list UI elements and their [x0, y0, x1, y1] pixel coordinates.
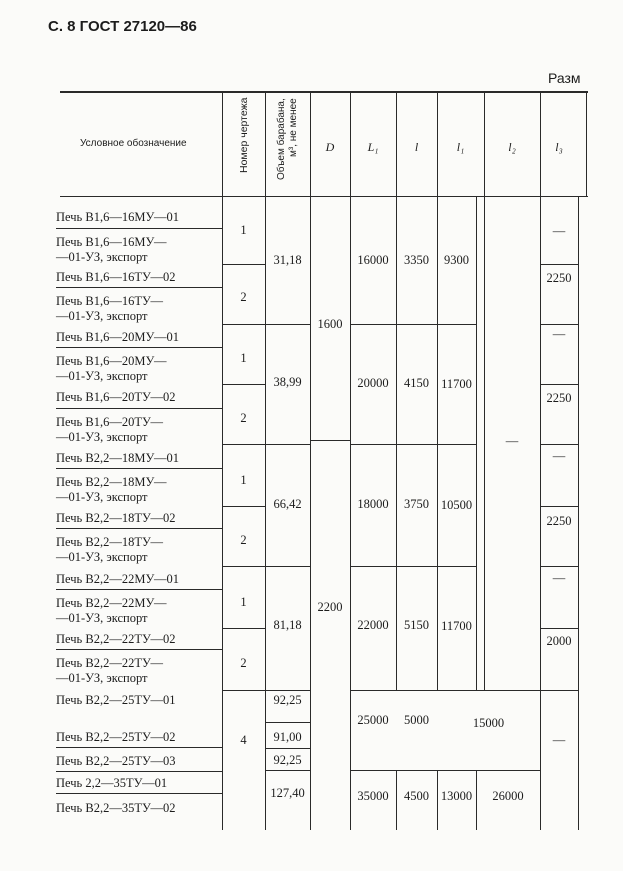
designation-row: Печь В1,6—16ТУ— [56, 294, 164, 308]
designation-row: Печь В2,2—22ТУ—02 [56, 632, 176, 646]
drum-volume: 38,99 [273, 375, 302, 389]
designation-row: Печь В2,2—35ТУ—02 [56, 801, 176, 815]
header-drum-volume: Объем барабана, м³, не менее [276, 98, 299, 180]
designation-row: Печь В1,6—16МУ— [56, 235, 167, 249]
drum-volume: 66,42 [273, 497, 302, 511]
designation-row: Печь В2,2—18ТУ— [56, 535, 164, 549]
length-l2-dash: — [505, 434, 519, 448]
length-l: 5000 [404, 713, 429, 727]
length-l: 5150 [404, 618, 429, 632]
designation-row: Печь В1,6—20ТУ— [56, 415, 164, 429]
length-l3: — [552, 449, 566, 463]
page-header: С. 8 ГОСТ 27120—86 [48, 18, 197, 35]
diameter-D: 1600 [317, 317, 343, 331]
drum-volume: 92,25 [273, 693, 302, 707]
diameter-D: 2200 [317, 600, 343, 614]
length-l3: — [552, 571, 566, 585]
length-l1: 10500 [440, 498, 473, 512]
length-l: 4150 [404, 376, 429, 390]
drum-volume: 31,18 [273, 253, 302, 267]
designation-row: Печь В1,6—20ТУ—02 [56, 390, 176, 404]
length-l3: 2250 [546, 514, 572, 528]
designation-row: Печь В2,2—25ТУ—01 [56, 693, 176, 707]
designation-row: Печь В2,2—18МУ—01 [56, 451, 179, 465]
length-l3: 2250 [546, 391, 572, 405]
header-l2: l₂ [508, 140, 516, 154]
designation-row: Печь В2,2—22МУ—01 [56, 572, 179, 586]
length-L1: 22000 [357, 618, 389, 632]
length-l3: — [552, 224, 566, 238]
length-L1: 20000 [357, 376, 389, 390]
units-label: Разм [548, 70, 581, 86]
length-L1: 35000 [357, 789, 389, 803]
length-l3: — [552, 327, 566, 341]
designation-row: —01-УЗ, экспорт [56, 671, 148, 685]
drawing-number: 1 [240, 473, 247, 487]
designation-row: —01-УЗ, экспорт [56, 611, 148, 625]
designation-row: —01-УЗ, экспорт [56, 550, 148, 564]
length-l1: 11700 [441, 377, 472, 391]
length-l1: 13000 [440, 789, 473, 803]
drawing-number: 2 [240, 533, 247, 547]
drawing-number: 2 [240, 656, 247, 670]
header-l: l [414, 140, 419, 154]
designation-row: —01-УЗ, экспорт [56, 250, 148, 264]
drawing-number: 1 [240, 595, 247, 609]
drawing-number: 2 [240, 290, 247, 304]
designation-row: Печь В2,2—22ТУ— [56, 656, 164, 670]
drum-volume: 127,40 [270, 786, 305, 800]
designation-row: Печь В1,6—16МУ—01 [56, 210, 179, 224]
length-l3: — [552, 733, 566, 747]
drawing-number: 4 [240, 733, 247, 747]
length-L1: 18000 [357, 497, 389, 511]
drum-volume: 81,18 [273, 618, 302, 632]
length-L1: 16000 [357, 253, 389, 267]
header-l1: l₁ [456, 140, 465, 154]
designation-row: Печь В1,6—16ТУ—02 [56, 270, 176, 284]
designation-row: Печь В2,2—25ТУ—02 [56, 730, 176, 744]
length-l3: 2250 [546, 271, 572, 285]
length-L1: 25000 [357, 713, 389, 727]
length-l1: 9300 [444, 253, 469, 267]
designation-row: Печь В2,2—18ТУ—02 [56, 511, 176, 525]
drawing-number: 2 [240, 411, 247, 425]
drum-volume: 92,25 [273, 753, 302, 767]
header-l3: l₃ [555, 140, 563, 154]
length-l: 4500 [404, 789, 429, 803]
length-l2: 26000 [492, 789, 524, 803]
designation-row: —01-УЗ, экспорт [56, 430, 148, 444]
designation-row: Печь В1,6—20МУ— [56, 354, 167, 368]
drum-volume: 91,00 [273, 730, 302, 744]
designation-row: —01-УЗ, экспорт [56, 369, 148, 383]
designation-row: Печь В2,2—25ТУ—03 [56, 754, 176, 768]
length-l: 3750 [404, 497, 429, 511]
header-D: D [325, 140, 335, 154]
drawing-number: 1 [240, 223, 247, 237]
header-drawing-number: Номер чертежа [238, 98, 250, 174]
length-l1: 11700 [441, 619, 472, 633]
designation-row: Печь 2,2—35ТУ—01 [56, 776, 168, 790]
length-l: 3350 [404, 253, 429, 267]
designation-row: —01-УЗ, экспорт [56, 309, 148, 323]
length-l3: 2000 [546, 634, 572, 648]
designation-row: —01-УЗ, экспорт [56, 490, 148, 504]
header-designation: Условное обозначение [80, 138, 187, 149]
designation-row: Печь В1,6—20МУ—01 [56, 330, 179, 344]
drawing-number: 1 [240, 351, 247, 365]
length-l1-l2-merged: 15000 [472, 716, 505, 730]
designation-row: Печь В2,2—22МУ— [56, 596, 167, 610]
designation-row: Печь В2,2—18МУ— [56, 475, 167, 489]
header-L1: L₁ [367, 140, 379, 154]
